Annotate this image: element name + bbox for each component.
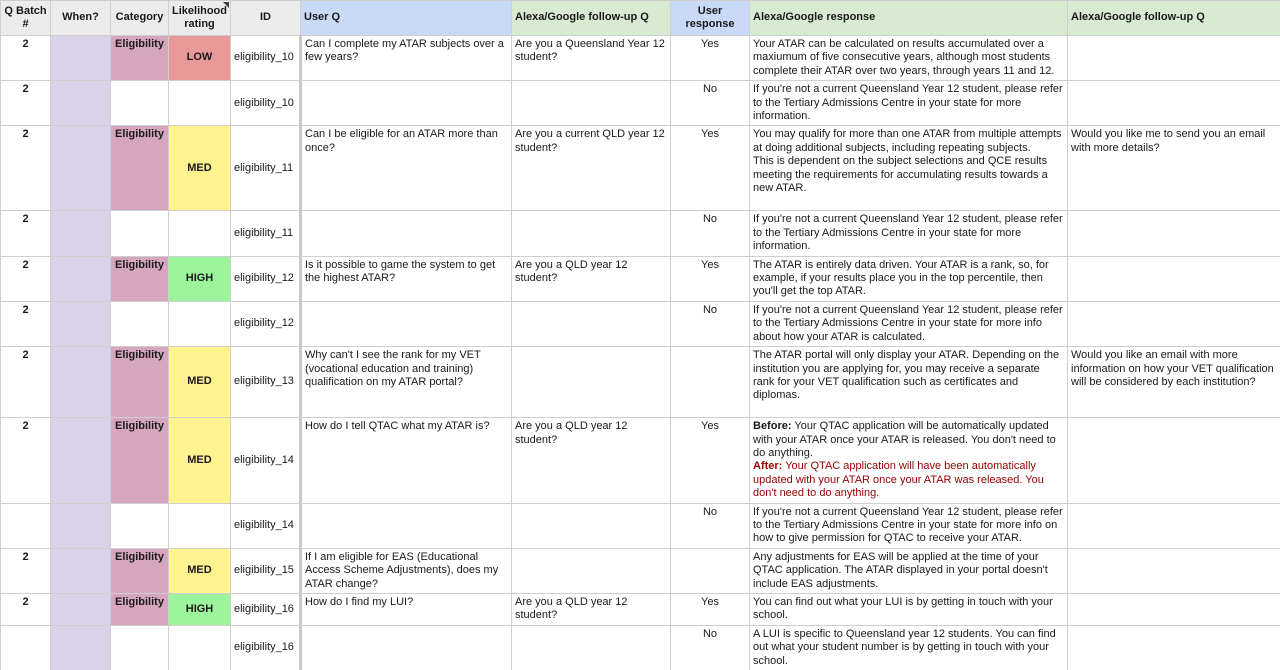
cell-user-q[interactable]	[301, 81, 512, 126]
cell-when[interactable]	[51, 36, 111, 81]
table-row	[1, 625, 1280, 670]
cell-user-response[interactable]: Yes	[671, 418, 750, 503]
table-row	[1, 36, 1280, 81]
cell-likelihood[interactable]: MED	[169, 548, 231, 593]
cell-followup-q2[interactable]	[1068, 256, 1280, 301]
table-row	[1, 126, 1280, 211]
cell-batch[interactable]: 2	[1, 301, 51, 346]
cell-user-q[interactable]: If I am eligible for EAS (Educational Access Scheme Adjustments), does my ATAR change?	[301, 548, 512, 593]
header-user-q[interactable]: User Q	[301, 1, 512, 36]
cell-response[interactable]: The ATAR is entirely data driven. Your ATAR is a rank, so, for example, if your results place you in the top percentile, then you'll get the top ATAR.	[750, 256, 1068, 301]
cell-likelihood[interactable]	[169, 301, 231, 346]
cell-likelihood[interactable]	[169, 81, 231, 126]
cell-user-q[interactable]	[301, 503, 512, 548]
cell-user-q[interactable]: How do I find my LUI?	[301, 593, 512, 625]
cell-user-response[interactable]: No	[671, 81, 750, 126]
cell-id[interactable]: eligibility_14	[231, 503, 301, 548]
cell-followup-q[interactable]: Are you a QLD year 12 student?	[512, 256, 671, 301]
cell-when[interactable]	[51, 81, 111, 126]
cell-user-response[interactable]: No	[671, 301, 750, 346]
cell-when[interactable]	[51, 301, 111, 346]
cell-likelihood[interactable]: MED	[169, 126, 231, 211]
cell-response[interactable]: You can find out what your LUI is by getting in touch with your school.	[750, 593, 1068, 625]
cell-followup-q[interactable]	[512, 81, 671, 126]
cell-user-response[interactable]	[671, 548, 750, 593]
cell-when[interactable]	[51, 126, 111, 211]
cell-category[interactable]: Eligibility	[111, 347, 169, 418]
cell-category[interactable]: Eligibility	[111, 548, 169, 593]
cell-response[interactable]: If you're not a current Queensland Year 12 student, please refer to the Tertiary Admissions Centre in your state for more info on how to give permission for QTAC to receive your ATAR.	[750, 503, 1068, 548]
cell-followup-q[interactable]	[512, 548, 671, 593]
cell-batch[interactable]: 2	[1, 256, 51, 301]
cell-user-response[interactable]: Yes	[671, 126, 750, 211]
cell-batch[interactable]: 2	[1, 211, 51, 256]
cell-category[interactable]	[111, 625, 169, 670]
cell-category[interactable]	[111, 301, 169, 346]
cell-user-q[interactable]: Is it possible to game the system to get the highest ATAR?	[301, 256, 512, 301]
cell-likelihood[interactable]: LOW	[169, 36, 231, 81]
cell-followup-q[interactable]	[512, 211, 671, 256]
cell-followup-q[interactable]	[512, 347, 671, 418]
cell-id[interactable]: eligibility_15	[231, 548, 301, 593]
header-user-response[interactable]: User response	[671, 1, 750, 36]
cell-when[interactable]	[51, 418, 111, 503]
cell-id[interactable]: eligibility_10	[231, 36, 301, 81]
cell-when[interactable]	[51, 548, 111, 593]
cell-user-response[interactable]: Yes	[671, 256, 750, 301]
cell-followup-q2[interactable]	[1068, 36, 1280, 81]
cell-when[interactable]	[51, 256, 111, 301]
cell-category[interactable]: Eligibility	[111, 593, 169, 625]
cell-category[interactable]: Eligibility	[111, 36, 169, 81]
cell-id[interactable]: eligibility_12	[231, 256, 301, 301]
table-row	[1, 593, 1280, 625]
cell-category[interactable]: Eligibility	[111, 418, 169, 503]
cell-id[interactable]: eligibility_16	[231, 625, 301, 670]
cell-category[interactable]: Eligibility	[111, 126, 169, 211]
cell-user-q[interactable]	[301, 211, 512, 256]
cell-category[interactable]	[111, 503, 169, 548]
cell-followup-q[interactable]: Are you a QLD year 12 student?	[512, 418, 671, 503]
cell-id[interactable]: eligibility_16	[231, 593, 301, 625]
cell-batch[interactable]: 2	[1, 418, 51, 503]
cell-response[interactable]: Your ATAR can be calculated on results accumulated over a maxiumum of five consecutive years, although most students complete their ATAR over two years, through years 11 and 12.	[750, 36, 1068, 81]
cell-followup-q[interactable]: Are you a current QLD year 12 student?	[512, 126, 671, 211]
table-row	[1, 81, 1280, 126]
cell-response[interactable]: A LUI is specific to Queensland year 12 students. You can find out what your student number is by getting in touch with your school.	[750, 625, 1068, 670]
cell-user-response[interactable]: Yes	[671, 36, 750, 81]
cell-followup-q2[interactable]	[1068, 593, 1280, 625]
header-followup-q2[interactable]: Alexa/Google follow-up Q	[1068, 1, 1280, 36]
header-response[interactable]: Alexa/Google response	[750, 1, 1068, 36]
table-row	[1, 301, 1280, 346]
table-row	[1, 256, 1280, 301]
cell-id[interactable]: eligibility_11	[231, 211, 301, 256]
cell-category[interactable]: Eligibility	[111, 256, 169, 301]
cell-batch[interactable]: 2	[1, 36, 51, 81]
cell-user-response[interactable]: No	[671, 211, 750, 256]
cell-id[interactable]: eligibility_14	[231, 418, 301, 503]
cell-batch[interactable]: 2	[1, 593, 51, 625]
cell-user-response[interactable]	[671, 347, 750, 418]
cell-followup-q2[interactable]	[1068, 301, 1280, 346]
cell-response[interactable]	[750, 418, 1068, 503]
cell-batch[interactable]	[1, 503, 51, 548]
cell-when[interactable]	[51, 347, 111, 418]
cell-user-response[interactable]: Yes	[671, 593, 750, 625]
cell-followup-q2[interactable]	[1068, 418, 1280, 503]
table-row	[1, 347, 1280, 418]
cell-followup-q2[interactable]: Would you like an email with more information on how your VET qualification will be considered by each institution?	[1068, 347, 1280, 418]
cell-user-q[interactable]	[301, 301, 512, 346]
after-label: After:	[753, 460, 782, 472]
cell-followup-q2[interactable]	[1068, 503, 1280, 548]
cell-followup-q[interactable]	[512, 503, 671, 548]
header-id[interactable]: ID	[231, 1, 301, 36]
before-text: Your QTAC application will be automatically updated with your ATAR once your ATAR is released. You don't need to do anything.	[753, 420, 1056, 459]
table-row	[1, 503, 1280, 548]
cell-followup-q[interactable]: Are you a QLD year 12 student?	[512, 593, 671, 625]
cell-followup-q2[interactable]	[1068, 81, 1280, 126]
cell-user-q[interactable]: How do I tell QTAC what my ATAR is?	[301, 418, 512, 503]
cell-likelihood[interactable]: HIGH	[169, 593, 231, 625]
cell-response[interactable]: If you're not a current Queensland Year 12 student, please refer to the Tertiary Admissions Centre in your state for more info about how your ATAR is calculated.	[750, 301, 1068, 346]
cell-id[interactable]: eligibility_12	[231, 301, 301, 346]
table-row	[1, 548, 1280, 593]
cell-followup-q2[interactable]	[1068, 548, 1280, 593]
cell-when[interactable]	[51, 593, 111, 625]
cell-likelihood[interactable]	[169, 625, 231, 670]
cell-batch[interactable]: 2	[1, 126, 51, 211]
header-row	[1, 1, 1280, 36]
cell-response[interactable]: You may qualify for more than one ATAR from multiple attempts at doing additional subjects, including repeating subjects. This is dependent on the subject selections and QCE results meeting the requirements for accumulating results towards a new ATAR.	[750, 126, 1068, 211]
cell-followup-q2[interactable]	[1068, 211, 1280, 256]
header-batch[interactable]: Q Batch #	[1, 1, 51, 36]
cell-category[interactable]	[111, 81, 169, 126]
header-category[interactable]: Category	[111, 1, 169, 36]
cell-likelihood[interactable]	[169, 503, 231, 548]
before-label: Before:	[753, 420, 792, 432]
cell-id[interactable]: eligibility_13	[231, 347, 301, 418]
cell-response[interactable]: Any adjustments for EAS will be applied at the time of your QTAC application. The ATAR displayed in your portal doesn't include EAS adjustments.	[750, 548, 1068, 593]
cell-batch[interactable]: 2	[1, 347, 51, 418]
cell-user-q[interactable]: Can I be eligible for an ATAR more than once?	[301, 126, 512, 211]
cell-likelihood[interactable]: HIGH	[169, 256, 231, 301]
cell-followup-q[interactable]	[512, 625, 671, 670]
cell-category[interactable]	[111, 211, 169, 256]
table-row	[1, 418, 1280, 503]
comment-indicator-icon	[223, 2, 229, 8]
cell-followup-q2[interactable]: Would you like me to send you an email with more details?	[1068, 126, 1280, 211]
cell-user-response[interactable]: No	[671, 625, 750, 670]
cell-user-response[interactable]: No	[671, 503, 750, 548]
cell-likelihood[interactable]: MED	[169, 347, 231, 418]
cell-id[interactable]: eligibility_10	[231, 81, 301, 126]
cell-response[interactable]: The ATAR portal will only display your ATAR. Depending on the institution you are applying for, you may receive a separate rank for your VET qualification such as certificates and diplomas.	[750, 347, 1068, 418]
after-text: Your QTAC application will have been automatically updated with your ATAR once your ATAR was released. You don't need to do anything.	[753, 460, 1044, 499]
header-followup-q[interactable]: Alexa/Google follow-up Q	[512, 1, 671, 36]
response-after	[753, 460, 1064, 500]
cell-when[interactable]	[51, 503, 111, 548]
cell-likelihood[interactable]	[169, 211, 231, 256]
cell-likelihood[interactable]: MED	[169, 418, 231, 503]
cell-response[interactable]: If you're not a current Queensland Year 12 student, please refer to the Tertiary Admissions Centre in your state for more information.	[750, 211, 1068, 256]
cell-followup-q2[interactable]	[1068, 625, 1280, 670]
cell-batch[interactable]: 2	[1, 81, 51, 126]
header-likelihood-label: Likelihood rating	[172, 5, 227, 30]
header-when[interactable]: When?	[51, 1, 111, 36]
cell-batch[interactable]: 2	[1, 548, 51, 593]
cell-when[interactable]	[51, 625, 111, 670]
cell-when[interactable]	[51, 211, 111, 256]
cell-followup-q[interactable]: Are you a Queensland Year 12 student?	[512, 36, 671, 81]
cell-user-q[interactable]	[301, 625, 512, 670]
cell-id[interactable]: eligibility_11	[231, 126, 301, 211]
table-row	[1, 211, 1280, 256]
response-before	[753, 420, 1064, 460]
cell-followup-q[interactable]	[512, 301, 671, 346]
cell-response[interactable]: If you're not a current Queensland Year 12 student, please refer to the Tertiary Admissions Centre in your state for more information.	[750, 81, 1068, 126]
cell-user-q[interactable]: Can I complete my ATAR subjects over a few years?	[301, 36, 512, 81]
cell-user-q[interactable]: Why can't I see the rank for my VET (vocational education and training) qualification on my ATAR portal?	[301, 347, 512, 418]
header-likelihood[interactable]	[169, 1, 231, 36]
cell-batch[interactable]	[1, 625, 51, 670]
